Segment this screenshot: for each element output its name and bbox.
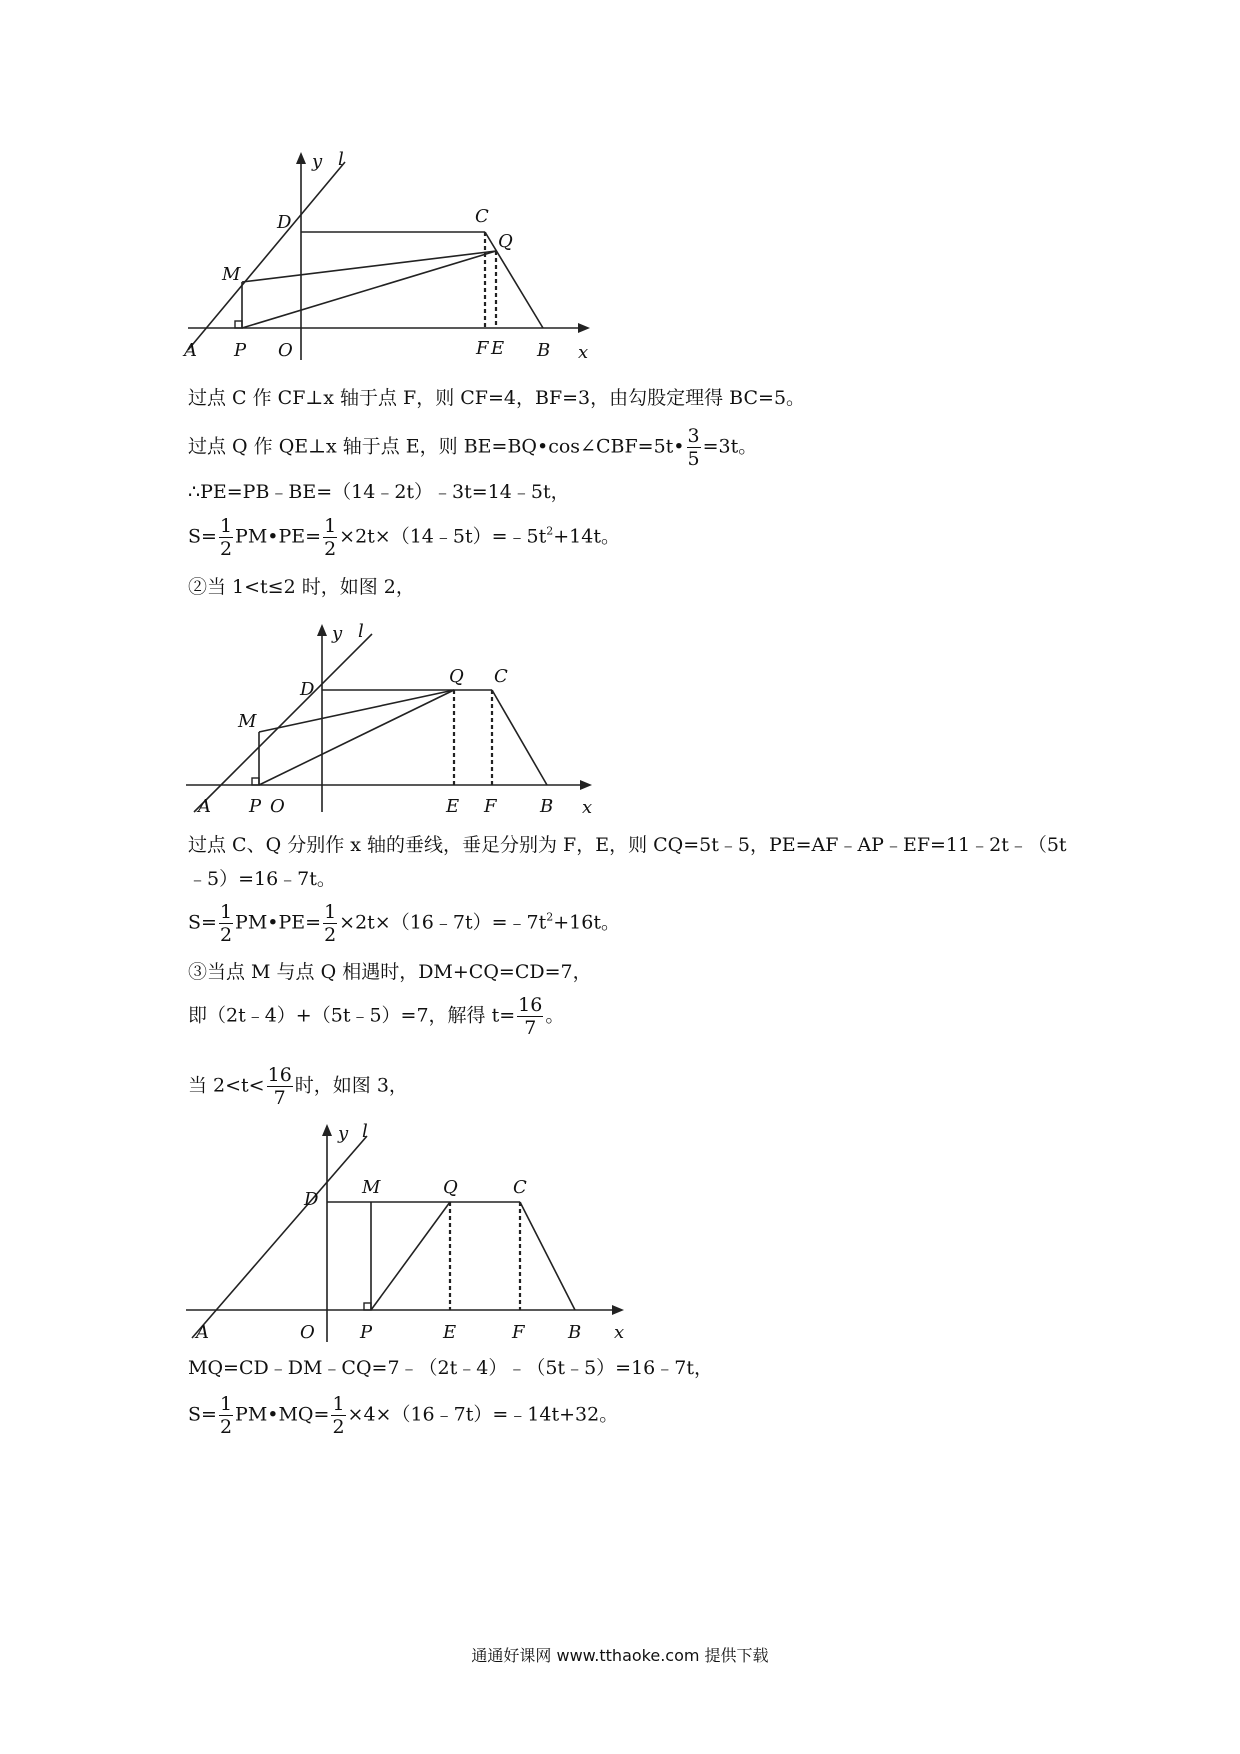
text-line-13 — [188, 1393, 618, 1438]
label-B: B — [537, 340, 551, 361]
text-line-9: ③当点 M 与点 Q 相遇时，DM+CQ=CD=7， — [188, 961, 592, 983]
fraction-numerator: 1 — [332, 1393, 345, 1415]
label-Q: Q — [498, 231, 513, 252]
segment-PQ — [242, 251, 496, 328]
text-line-2-b: =3t。 — [702, 435, 758, 458]
superscript: 2 — [546, 524, 554, 538]
label-E: E — [443, 1322, 457, 1343]
line-l — [192, 1136, 367, 1338]
fraction-numerator: 16 — [518, 994, 543, 1016]
text-line-4 — [188, 515, 620, 560]
fraction-1-2 — [219, 1393, 233, 1438]
figure-2-diagram — [182, 622, 602, 822]
text-line-10-b: 。 — [545, 1004, 565, 1027]
label-D: D — [300, 679, 315, 700]
label-M: M — [238, 711, 257, 732]
fraction-1-2 — [323, 901, 337, 946]
label-M: M — [222, 264, 241, 285]
segment-MQ — [259, 690, 454, 732]
text-line-11 — [188, 1064, 408, 1109]
figure-1-diagram — [180, 150, 600, 365]
text-line-4-d: +14t。 — [553, 525, 620, 548]
label-P: P — [234, 340, 247, 361]
label-A: A — [198, 796, 211, 817]
segment-PQ — [371, 1202, 450, 1310]
figure-3 — [182, 1120, 625, 1350]
text-line-13-b: PM•MQ= — [235, 1403, 330, 1426]
page-footer: 通通好课网 www.tthaoke.com 提供下载 — [471, 1646, 769, 1665]
segment-PQ — [259, 690, 454, 785]
label-A: A — [196, 1322, 209, 1343]
label-y: y — [338, 1123, 349, 1144]
text-line-4-a: S= — [188, 525, 217, 548]
label-B: B — [568, 1322, 582, 1343]
text-line-8 — [188, 901, 620, 946]
label-D: D — [277, 212, 292, 233]
text-line-8-c: ×2t×（16﹣7t）=﹣7t — [339, 911, 547, 934]
label-y: y — [312, 151, 323, 172]
y-axis-arrow — [296, 152, 306, 164]
label-C: C — [513, 1177, 527, 1198]
label-x: x — [614, 1322, 625, 1343]
fraction-numerator: 3 — [687, 425, 700, 447]
label-A: A — [184, 340, 197, 361]
text-line-10-a: 即（2t﹣4）+（5t﹣5）=7，解得 t= — [188, 1004, 516, 1027]
segment-CB — [492, 690, 547, 785]
x-axis-arrow — [578, 323, 590, 333]
label-F: F — [476, 338, 489, 359]
label-O: O — [278, 340, 293, 361]
fraction-3-5 — [687, 425, 701, 470]
fraction-1-2 — [331, 1393, 345, 1438]
fraction-1-2 — [323, 515, 337, 560]
text-line-7: ﹣5）=16﹣7t。 — [188, 868, 336, 890]
line-l — [188, 162, 345, 350]
fraction-numerator: 1 — [324, 515, 337, 537]
text-line-10 — [188, 994, 564, 1039]
label-l: l — [358, 621, 364, 642]
text-line-2-a: 过点 Q 作 QE⊥x 轴于点 E，则 BE=BQ•cos∠CBF=5t• — [188, 435, 685, 458]
label-P: P — [360, 1322, 373, 1343]
fraction-denominator: 7 — [524, 1017, 537, 1039]
text-line-8-b: PM•PE= — [235, 911, 322, 934]
label-F: F — [512, 1322, 525, 1343]
fraction-numerator: 1 — [324, 901, 337, 923]
x-axis-arrow — [612, 1305, 624, 1315]
right-angle-mark — [364, 1303, 371, 1310]
text-line-11-a: 当 2<t< — [188, 1074, 265, 1097]
fraction-16-7 — [267, 1064, 293, 1109]
fraction-numerator: 1 — [219, 1393, 233, 1415]
label-E: E — [491, 338, 505, 359]
label-B: B — [540, 796, 554, 817]
text-line-13-c: ×4×（16﹣7t）=﹣14t+32。 — [347, 1403, 619, 1426]
text-line-3: ∴PE=PB﹣BE=（14﹣2t）﹣3t=14﹣5t， — [188, 481, 570, 503]
text-line-4-b: PM•PE= — [235, 525, 322, 548]
segment-CB — [520, 1202, 575, 1310]
text-line-13-a: S= — [188, 1403, 217, 1426]
label-O: O — [270, 796, 285, 817]
right-angle-mark — [235, 321, 242, 328]
label-Q: Q — [443, 1177, 458, 1198]
text-line-8-a: S= — [188, 911, 217, 934]
text-line-1: 过点 C 作 CF⊥x 轴于点 F，则 CF=4，BF=3，由勾股定理得 BC=5。 — [188, 387, 806, 409]
y-axis-arrow — [322, 1124, 332, 1136]
x-axis-arrow — [580, 780, 592, 790]
label-C: C — [494, 666, 508, 687]
figure-1 — [180, 150, 600, 365]
label-x: x — [578, 342, 589, 363]
fraction-numerator: 16 — [267, 1064, 292, 1086]
text-line-4-c: ×2t×（14﹣5t）=﹣5t — [339, 525, 547, 548]
fraction-denominator: 7 — [273, 1087, 286, 1109]
fraction-numerator: 1 — [219, 515, 233, 537]
label-F: F — [484, 796, 497, 817]
label-D: D — [304, 1189, 319, 1210]
fraction-denominator: 2 — [324, 538, 337, 560]
segment-MQ — [242, 251, 496, 282]
fraction-1-2 — [219, 901, 233, 946]
text-line-6: 过点 C、Q 分别作 x 轴的垂线，垂足分别为 F，E，则 CQ=5t﹣5，PE=AF﹣AP﹣EF=11﹣2t﹣（5t — [188, 834, 1067, 856]
label-y: y — [332, 623, 343, 644]
label-C: C — [475, 206, 489, 227]
label-Q: Q — [449, 666, 464, 687]
right-angle-mark — [252, 778, 259, 785]
superscript: 2 — [546, 910, 554, 924]
fraction-numerator: 1 — [219, 901, 233, 923]
fraction-1-2 — [219, 515, 233, 560]
label-M: M — [362, 1177, 381, 1198]
label-l: l — [338, 149, 344, 170]
text-line-8-d: +16t。 — [553, 911, 620, 934]
label-l: l — [362, 1121, 368, 1142]
text-line-5: ②当 1<t≤2 时，如图 2， — [188, 576, 415, 598]
label-E: E — [446, 796, 460, 817]
text-line-2 — [188, 425, 757, 470]
figure-3-diagram — [182, 1120, 625, 1350]
segment-CB — [485, 232, 543, 328]
fraction-denominator: 2 — [219, 924, 233, 946]
text-line-12: MQ=CD﹣DM﹣CQ=7﹣（2t﹣4）﹣（5t﹣5）=16﹣7t， — [188, 1357, 713, 1379]
y-axis-arrow — [317, 624, 327, 636]
figure-2 — [182, 622, 602, 822]
fraction-denominator: 5 — [687, 448, 700, 470]
label-P: P — [249, 796, 262, 817]
text-line-11-b: 时，如图 3， — [294, 1074, 408, 1097]
fraction-denominator: 2 — [332, 1416, 345, 1438]
fraction-denominator: 2 — [219, 538, 233, 560]
label-O: O — [300, 1322, 315, 1343]
fraction-denominator: 2 — [324, 924, 337, 946]
label-x: x — [582, 797, 593, 818]
fraction-denominator: 2 — [219, 1416, 233, 1438]
fraction-16-7 — [517, 994, 543, 1039]
